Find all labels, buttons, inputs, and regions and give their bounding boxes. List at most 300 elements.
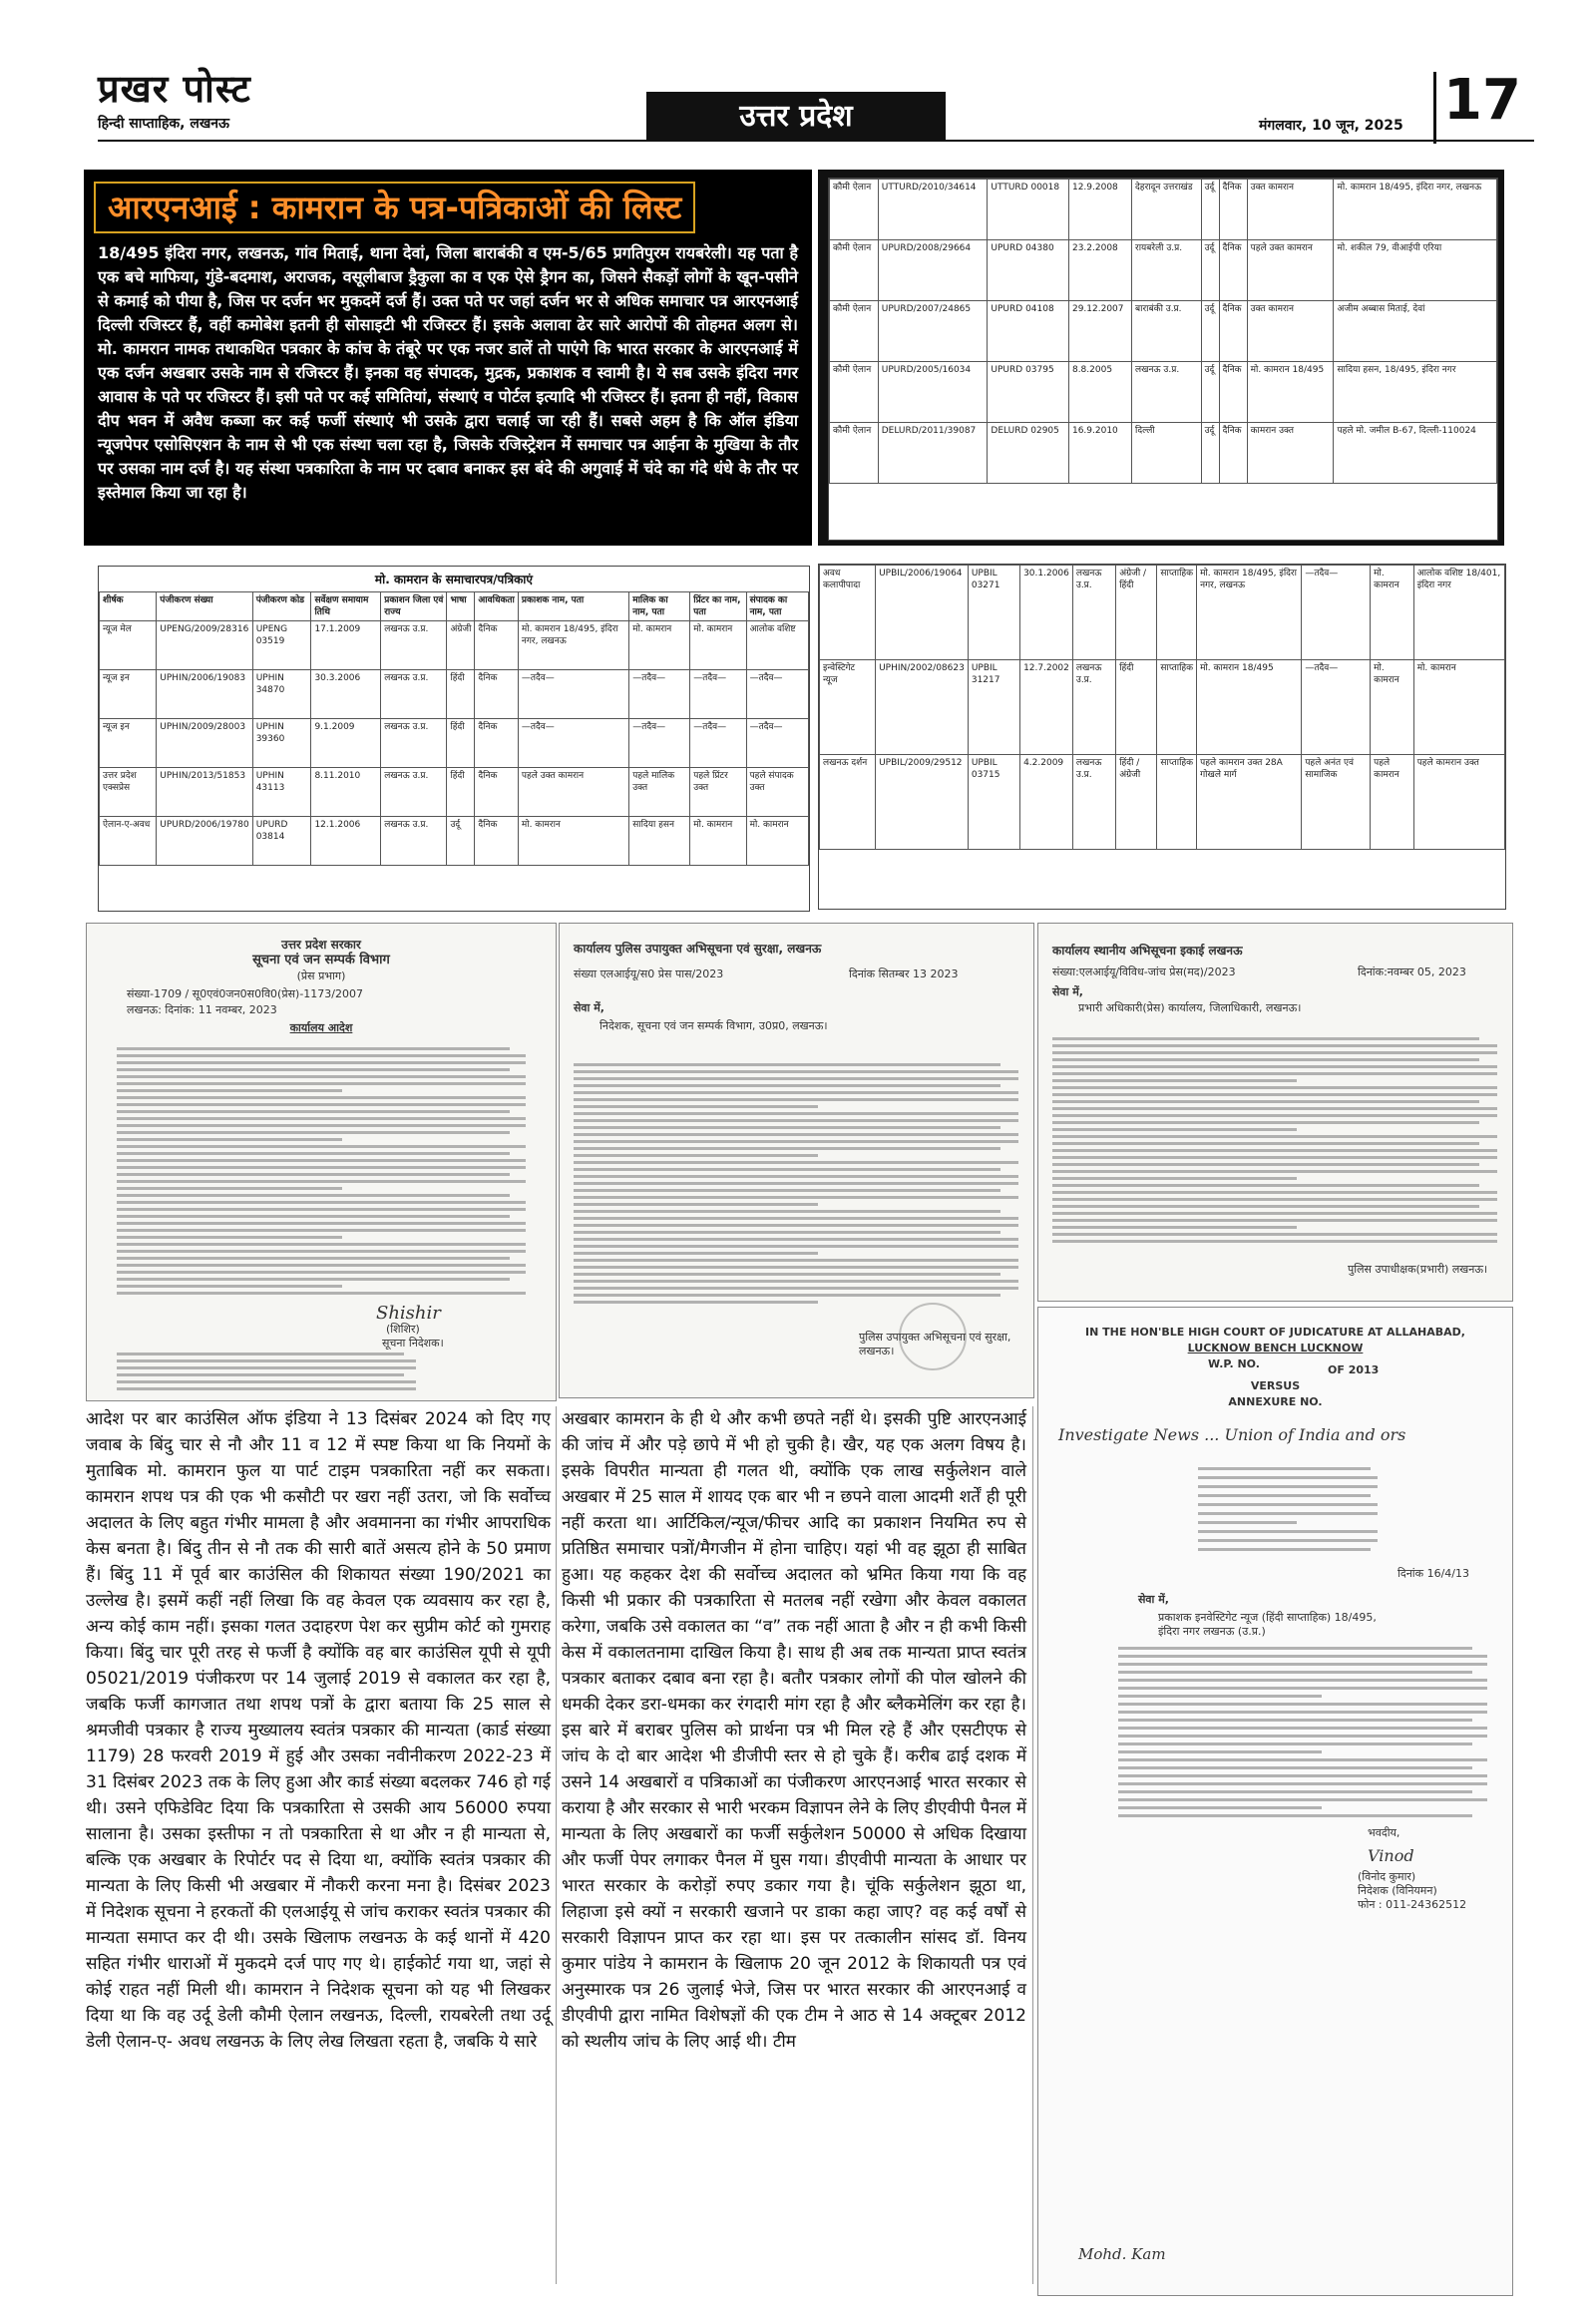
scanned-text-line: [117, 1264, 526, 1267]
scanned-text-line: [574, 1098, 1018, 1101]
scanned-text-line: [1052, 1093, 1497, 1096]
table-cell: उक्त कामरान: [1247, 301, 1334, 362]
scanned-text-line: [1052, 1205, 1479, 1208]
table-cell: मो. शकील 79, वीआईपी एरिया: [1334, 240, 1497, 301]
scanned-text-line: [117, 1250, 526, 1253]
column-header: सर्वेक्षण समायाम तिथि: [311, 592, 381, 621]
liu-letter: [1037, 923, 1513, 1302]
signatory-name: (शिशिर): [386, 1323, 420, 1336]
scanned-text-line: [574, 1245, 1018, 1248]
table-cell: उर्दू: [1201, 362, 1219, 423]
signatory-designation: पुलिस उपाधीक्षक(प्रभारी) लखनऊ।: [1348, 1263, 1488, 1276]
table-cell: लखनऊ उ.प्र.: [381, 768, 447, 817]
annexure-label: ANNEXURE NO.: [1228, 1395, 1323, 1408]
table-cell: UTTURD/2010/34614: [878, 180, 988, 240]
column-divider: [1032, 1406, 1033, 2284]
table-cell: उक्त कामरान: [1247, 180, 1334, 240]
table-cell: UPURD/2006/19780: [157, 817, 252, 866]
scanned-text-line: [117, 1166, 526, 1169]
scanned-text-line: [1052, 1149, 1497, 1152]
scanned-text-line: [574, 1119, 1018, 1122]
table-cell: दैनिक: [1219, 240, 1247, 301]
high-court-annexure: [1037, 1307, 1513, 2296]
scanned-text-line: [574, 1224, 1018, 1227]
scanned-text-line: [117, 1208, 526, 1211]
table-cell: आलोक वशिष्ट: [746, 621, 808, 670]
scanned-text-line: [574, 1287, 1018, 1290]
writ-year: OF 2013: [1328, 1363, 1380, 1376]
letter-date: दिनांक:नवम्बर 05, 2023: [1358, 966, 1466, 978]
scanned-text-line: [1198, 1485, 1378, 1488]
scanned-text-line: [1052, 1184, 1479, 1187]
signature: Shishir: [376, 1303, 441, 1324]
writ-petition-number: W.P. NO.: [1208, 1357, 1260, 1370]
table-cell: लखनऊ उ.प्र.: [1072, 755, 1115, 850]
scanned-text-line: [574, 1210, 1000, 1213]
column-header: संपादक का नाम, पता: [746, 592, 808, 621]
table-row: [100, 719, 809, 768]
table-cell: न्यूज इन: [100, 719, 157, 768]
scanned-text-line: [1052, 1086, 1497, 1089]
scanned-text-line: [574, 1259, 1018, 1262]
scanned-text-line: [574, 1147, 1000, 1150]
table-cell: पहले अनंत एवं सामाजिक: [1302, 755, 1371, 850]
table-row: [100, 817, 809, 866]
table-cell: लखनऊ उ.प्र.: [381, 719, 447, 768]
table-cell: कामरान उक्त: [1247, 423, 1334, 484]
table-cell: मो. कामरान: [518, 817, 628, 866]
scanned-text-line: [117, 1124, 526, 1127]
table-cell: उत्तर प्रदेश एक्सप्रेस: [100, 768, 157, 817]
table-cell: कौमी ऐलान: [830, 180, 879, 240]
police-letter: [559, 923, 1034, 1398]
scanned-text-line: [117, 1257, 510, 1260]
table-cell: UPHIN/2002/08623: [876, 660, 969, 755]
feature-body: 18/495 इंदिरा नगर, लखनऊ, गांव मिताई, थाना देवां, जिला बाराबंकी व एम-5/65 प्रगतिपुरम रायबरेली। यह पता है एक बचे माफिया, गुंडे-बदमाश, अराजक, वसूलीबाज ड्रैकुला का व एक ऐसे ड्रैगन का, जिसने सैकड़ों लोगों के खून-पसीने से कमाई को पीया है, जिस पर दर्जन भर मुकदमें दर्ज हैं। उक्त पते पर जहां दर्जन भर से अधिक समाचार पत्र आरएनआई दिल्ली रजिस्टर हैं, वहीं कमोबेश इतनी ही सोसाइटी भी रजिस्टर हैं। इसके अलावा ढेर सारे आरोपों की तोहमत अलग से। मो. कामरान नामक तथाकथित पत्रकार के कांच के तंबूरे पर एक नजर डालें तो पाएंगे कि भारत सरकार के आरएनआई में एक दर्जन अखबार उसके नाम से रजिस्टर हैं। इनका वह संपादक, मुद्रक, प्रकाशक व स्वामी है। ये सब उसके इंदिरा नगर आवास के पते पर रजिस्टर हैं। इसी पते पर कई समितियां, संस्थाएं व पोर्टल इत्यादि भी रजिस्टर हैं। इतना ही नहीं, विकास दीप भवन में अवैध कब्जा कर कई फर्जी संस्थाएं भी उसके द्वारा चलाई जा रही हैं। सबसे अहम है कि ऑल इंडिया न्यूजपेपर एसोसिएशन के नाम से भी एक संस्था चला रहा है, जिसके रजिस्ट्रेशन में समाचार पत्र आईना के मुखिया के तौर पर उसका नाम दर्ज है। यह संस्था पत्रकारिता के नाम पर दबाव बनाकर इस बंदे की अगुवाई में चंदे का गंदे धंधे के तौर पर इस्तेमाल किया जा रहा है।: [98, 243, 798, 502]
table-cell: मो. कामरान 18/495, इंदिरा नगर, लखनऊ: [518, 621, 628, 670]
column-header: प्रिंटर का नाम, पता: [690, 592, 746, 621]
table-cell: 23.2.2008: [1068, 240, 1131, 301]
letter-reference: संख्या:एलआईयू/विविध-जांच प्रेस(मद)/2023: [1052, 966, 1236, 978]
court-letter-date: दिनांक 16/4/13: [1397, 1567, 1469, 1580]
table-cell: साप्ताहिक: [1157, 755, 1197, 850]
table-cell: UPHIN/2009/28003: [157, 719, 252, 768]
table-cell: UPHIN 43113: [252, 768, 311, 817]
table-cell: 8.11.2010: [311, 768, 381, 817]
scanned-text-line: [1118, 1719, 1472, 1722]
scanned-text-line: [1118, 1798, 1487, 1801]
scanned-text-line: [117, 1201, 526, 1204]
table-row: [830, 240, 1497, 301]
table-cell: आलोक वशिष्ट 18/401, इंदिरा नगर: [1413, 566, 1504, 660]
scanned-text-line: [574, 1091, 1018, 1094]
table-row: [820, 660, 1505, 755]
scanned-text-line: [117, 1082, 526, 1085]
scanned-text-line: [117, 1096, 526, 1099]
table-cell: हिंदी / अंग्रेजी: [1116, 755, 1157, 850]
table-cell: पहले मो. जमील B-67, दिल्ली-110024: [1334, 423, 1497, 484]
scanned-text-line: [1052, 1191, 1497, 1194]
scanned-text-line: [574, 1238, 1018, 1241]
scanned-text-line: [1052, 1079, 1297, 1082]
article-column-2: अखबार कामरान के ही थे और कभी छपते नहीं थे। इसकी पुष्टि आरएनआई की जांच में और पड़े छापे में भी हो चुकी है। खैर, यह एक अलग विषय है। इसके विपरीत मान्यता ही गलत थी, क्योंकि एक लाख सर्कुलेशन वाले अखबार में 25 साल में शायद एक बार भी न छपने वाला आदमी शर्तें ही पूरी नहीं करता था। आर्टिकिल/न्यूज/फीचर आदि का प्रकाशन नियमित रुप से प्रतिष्ठित समाचार पत्रों/मैगजीन में होना चाहिए। यहां भी वह झूठा ही साबित हुआ। यह कहकर देश की सर्वोच्च अदालत को भ्रमित किया गया कि वह किसी भी प्रकार की पत्रकारिता से मतलब नहीं रखेगा और केवल वकालत करेगा, जबकि उसे वकालत का “व” तक नहीं आता है और न ही कभी किसी केस में वकालतनामा दाखिल किया है। साथ ही अब तक मान्यता प्राप्त स्वतंत्र पत्रकार बताकर दबाव बना रहा है। बतौर पत्रकार लोगों की पोल खोलने की धमकी देकर डरा-धमका कर रंगदारी मांग रहा है और ब्लैकमेलिंग कर रहा है। इस बारे में बराबर पुलिस को प्रार्थना पत्र भी मिल रहे हैं और एसटीएफ से जांच के दो बार आदेश भी डीजीपी स्तर से हो चुके हैं। करीब ढाई दशक में उसने 14 अखबारों व पत्रिकाओं का पंजीकरण आरएनआई भारत सरकार से कराया है और सरकार से भारी भरकम विज्ञापन लेने के लिए डीएवीपी पैनल में मान्यता के लिए अखबारों का फर्जी सर्कुलेशन 50000 से अधिक दिखाया और फर्जी पेपर लगाकर पैनल में घुस गया। डीएवीपी मान्यता के आधार पर भारत सरकार के करोड़ों रुपए डकार गया है। चूंकि सर्कुलेशन झूठा था, लिहाजा इसे क्यों न सरकारी खजाने पर डाका कहा जाए? वह कई वर्षों से सरकारी विज्ञापन प्राप्त कर रहा था। इस पर तत्कालीन सांसद डॉ. विनय कुमार पांडेय ने कामरान के खिलाफ 20 जून 2012 के शिकायती पत्र एवं अनुस्मारक पत्र 26 जुलाई भेजे, जिस पर भारत सरकार की आरएनआई व डीएवीपी द्वारा नामित विशेषज्ञों की एक टीम ने आठ से 14 अक्टूबर 2012 को स्थलीय जांच के लिए आई थी। टीम: [562, 1409, 1026, 2052]
table-row: [830, 301, 1497, 362]
table-row: [830, 362, 1497, 423]
table-cell: 12.7.2002: [1020, 660, 1073, 755]
table-cell: UPBIL 31217: [968, 660, 1019, 755]
letter-org: कार्यालय पुलिस उपायुक्त अभिसूचना एवं सुरक्षा, लखनऊ: [574, 942, 822, 956]
table-cell: लखनऊ उ.प्र.: [1072, 566, 1115, 660]
table-row: [100, 768, 809, 817]
scanned-text-line: [1118, 1711, 1487, 1714]
scanned-text-line: [117, 1117, 526, 1120]
scanned-text-line: [1198, 1530, 1378, 1533]
court-bench: LUCKNOW BENCH LUCKNOW: [1187, 1342, 1364, 1354]
scanned-text-line: [117, 1110, 510, 1113]
scanned-text-line: [117, 1138, 342, 1141]
scanned-text-line: [1118, 1735, 1487, 1738]
table-cell: न्यूज मेल: [100, 621, 157, 670]
table-cell: लखनऊ उ.प्र.: [381, 670, 447, 719]
table-cell: पहले उक्त कामरान: [1247, 240, 1334, 301]
scanned-text-line: [117, 1152, 510, 1155]
signatory-phone: फोन : 011-24362512: [1358, 1898, 1467, 1911]
scanned-text-line: [117, 1103, 526, 1106]
table-cell: साप्ताहिक: [1157, 566, 1197, 660]
table-cell: लखनऊ उ.प्र.: [381, 817, 447, 866]
column-header: पंजीकरण कोड: [252, 592, 311, 621]
column-header: मालिक का नाम, पता: [629, 592, 690, 621]
table-cell: UTTURD 00018: [988, 180, 1069, 240]
table-cell: —तदैव—: [1302, 660, 1371, 755]
scanned-text-line: [117, 1089, 342, 1092]
scanned-text-line: [117, 1359, 416, 1362]
table-cell: न्यूज इन: [100, 670, 157, 719]
table-cell: लखनऊ उ.प्र.: [381, 621, 447, 670]
table-cell: UPURD/2007/24865: [878, 301, 988, 362]
issue-date: मंगलवार, 10 जून, 2025: [1259, 118, 1403, 134]
scanned-text-line: [1118, 1814, 1472, 1817]
scanned-text-line: [117, 1194, 510, 1197]
letter-reference: संख्या-1709 / सू0एवं0जन0स0वि0(प्रेस)-1173/2007: [127, 987, 363, 1000]
table-cell: 17.1.2009: [311, 621, 381, 670]
handwritten-signature: Mohd. Kam: [1078, 2245, 1166, 2263]
scanned-text-line: [574, 1217, 1018, 1220]
table-cell: UPURD/2005/16034: [878, 362, 988, 423]
table-cell: 12.1.2006: [311, 817, 381, 866]
scanned-text-line: [574, 1154, 818, 1157]
scanned-text-line: [117, 1075, 526, 1078]
article-column-1: आदेश पर बार काउंसिल ऑफ इंडिया ने 13 दिसंबर 2024 को दिए गए जवाब के बिंदु चार से नौ और 11 व 12 में स्पष्ट किया था कि नियमों के मुताबिक मो. कामरान फुल या पार्ट टाइम पत्रकारिता नहीं कर सकता। कामरान शपथ पत्र की एक भी कसौटी पर खरा नहीं उतरा, जो कि सर्वोच्च अदालत के लिए बहुत गंभीर मामला है और अवमानना का गंभीर आपराधिक केस बनता है। बिंदु तीन से नौ तक की सारी बातें असत्य होने के 50 प्रमाण हैं। बिंदु 11 में पूर्व बार काउंसिल की शिकायत संख्या 190/2021 का उल्लेख है। इसमें कहीं नहीं लिखा कि वह केवल एक व्यवसाय कर रहा है, अन्य कोई काम नहीं। इसका गलत उदाहरण पेश कर सुप्रीम कोर्ट को गुमराह किया। बिंदु चार पूरी तरह से फर्जी है क्योंकि वह बार काउंसिल यूपी से यूपी 05021/2019 पंजीकरण पर 14 जुलाई 2019 से वकालत कर रहा है, जबकि फर्जी कागजात तथा शपथ पत्रों के द्वारा बताया कि 25 साल से श्रमजीवी पत्रकार है राज्य मुख्यालय स्वतंत्र पत्रकार की मान्यता (कार्ड संख्या 1179) 28 फरवरी 2019 में हुई और उसका नवीनीकरण 2022-23 में 31 दिसंबर 2023 तक के लिए हुआ और कार्ड संख्या बदलकर 746 हो गई थी। उसने एफिडेविट दिया कि पत्रकारिता से उसकी आय 56000 रुपया सालाना है। उसका इस्तीफा न तो पत्रकारिता से था और न ही मान्यता से, बल्कि एक अखबार के रिपोर्टर पद से दिया था, क्योंकि स्वतंत्र पत्रकार की मान्यता के लिए किसी भी अखबार में नौकरी करना मना है। दिसंबर 2023 में निदेशक सूचना ने हरकतों की एलआईयू से जांच कराकर स्वतंत्र पत्रकार की मान्यता समाप्त कर दी थी। उसके खिलाफ लखनऊ के कई थानों में 420 सहित गंभीर धाराओं में मुकदमे दर्ज पाए गए थे। हाईकोर्ट गया था, जहां से कोई राहत नहीं मिली थी। कामरान ने निदेशक सूचना को यह भी लिखकर दिया था कि वह उर्दू डेली कौमी ऐलान लखनऊ, दिल्ली, रायबरेली तथा उर्दू डेली ऐलान-ए- अवध लखनऊ के लिए लेख लिखता रहता है, जबकि ये सारे: [86, 1409, 551, 2052]
table-cell: UPURD 03795: [988, 362, 1069, 423]
scanned-text-line: [1052, 1037, 1479, 1040]
newspaper-subtitle: हिन्दी साप्ताहिक, लखनऊ: [98, 116, 230, 132]
scanned-text-line: [117, 1366, 416, 1369]
scanned-text-line: [574, 1294, 1000, 1297]
table-cell: मो. कामरान: [746, 817, 808, 866]
scanned-text-line: [1052, 1198, 1497, 1201]
letter-salutation: सेवा में,: [1052, 985, 1083, 998]
scanned-text-line: [574, 1175, 1018, 1178]
table-cell: UPBIL/2009/29512: [876, 755, 969, 850]
scanned-text-line: [1052, 1212, 1497, 1215]
letter-reference: संख्या एलआईयू/स0 प्रेस पास/2023: [574, 967, 724, 980]
scanned-text-line: [574, 1182, 1018, 1185]
scanned-text-line: [117, 1068, 510, 1071]
rni-document-top: [828, 178, 1498, 541]
scanned-text-line: [574, 1280, 1018, 1283]
scanned-text-line: [574, 1231, 1000, 1234]
table-cell: दैनिक: [475, 719, 518, 768]
table-cell: —तदैव—: [629, 670, 690, 719]
scanned-text-line: [574, 1266, 1018, 1269]
scanned-text-line: [1118, 1679, 1487, 1682]
table-cell: UPBIL/2006/19064: [876, 566, 969, 660]
table-cell: कौमी ऐलान: [830, 423, 879, 484]
table-cell: —तदैव—: [690, 670, 746, 719]
table-cell: दिल्ली: [1132, 423, 1202, 484]
signature: Vinod: [1368, 1846, 1414, 1865]
table-cell: पहले कामरान उक्त: [1413, 755, 1504, 850]
scanned-text-line: [117, 1047, 510, 1050]
table-cell: उर्दू: [1201, 180, 1219, 240]
scanned-text-line: [1052, 1051, 1497, 1054]
scanned-text-line: [1052, 1177, 1297, 1180]
table-cell: UPHIN/2013/51853: [157, 768, 252, 817]
scanned-text-line: [574, 1133, 1018, 1136]
letter-salutation: सेवा में,: [1138, 1593, 1169, 1606]
newspaper-list-table-2: [819, 565, 1505, 850]
scanned-text-line: [117, 1271, 526, 1274]
scanned-text-line: [117, 1380, 416, 1383]
letter-title: कार्यालय आदेश: [289, 1021, 353, 1034]
table-cell: ऐलान-ए-अवध: [100, 817, 157, 866]
newspaper-list-document-2: [818, 564, 1506, 910]
scanned-text-line: [117, 1278, 510, 1281]
scanned-text-line: [1118, 1671, 1472, 1674]
letter-subdept: (प्रेस प्रभाग): [296, 969, 346, 982]
table-cell: हिंदी: [447, 768, 475, 817]
scanned-text-line: [1118, 1774, 1487, 1777]
table-cell: साप्ताहिक: [1157, 660, 1197, 755]
scanned-text-line: [1052, 1107, 1497, 1110]
scanned-text-line: [1052, 1240, 1497, 1243]
table-cell: हिंदी: [447, 670, 475, 719]
letter-recipient: प्रभारी अधिकारी(प्रेस) कार्यालय, जिलाधिकारी, लखनऊ।: [1078, 1001, 1302, 1014]
table-cell: मो. कामरान: [1413, 660, 1504, 755]
court-heading: IN THE HON'BLE HIGH COURT OF JUDICATURE AT ALLAHABAD,: [1085, 1326, 1465, 1339]
table-cell: सादिया हसन, 18/495, इंदिरा नगर: [1334, 362, 1497, 423]
table-cell: —तदैव—: [518, 719, 628, 768]
scanned-text-line: [1118, 1782, 1487, 1785]
scanned-text-line: [1118, 1766, 1472, 1769]
column-header: शीर्षक: [100, 592, 157, 621]
scanned-text-line: [117, 1236, 342, 1239]
table-cell: 16.9.2010: [1068, 423, 1131, 484]
scanned-text-line: [574, 1112, 1018, 1115]
table-cell: पहले संपादक उक्त: [746, 768, 808, 817]
table-cell: UPHIN 39360: [252, 719, 311, 768]
table-cell: मो. कामरान: [1371, 566, 1414, 660]
table-cell: अजीम अब्बास मिताई, देवां: [1334, 301, 1497, 362]
table-cell: मो. कामरान: [690, 817, 746, 866]
scanned-text-line: [1118, 1742, 1472, 1745]
table-cell: 30.1.2006: [1020, 566, 1073, 660]
newspaper-list-document: [98, 566, 810, 912]
scanned-text-line: [1118, 1695, 1322, 1698]
table-cell: कौमी ऐलान: [830, 240, 879, 301]
table-cell: मो. कामरान: [1371, 660, 1414, 755]
scanned-text-line: [117, 1145, 526, 1148]
scanned-text-line: [1052, 1072, 1497, 1075]
scanned-text-line: [117, 1222, 526, 1225]
table-cell: DELURD/2011/39087: [878, 423, 988, 484]
letter-dept: सूचना एवं जन सम्पर्क विभाग: [252, 953, 390, 967]
table-cell: —तदैव—: [629, 719, 690, 768]
scanned-text-line: [1052, 1044, 1497, 1047]
scanned-text-line: [1198, 1512, 1378, 1515]
scanned-text-line: [117, 1292, 526, 1295]
feature-block: [84, 170, 812, 546]
table-cell: दैनिक: [1219, 362, 1247, 423]
table-cell: हिंदी: [1116, 660, 1157, 755]
table-cell: मो. कामरान: [629, 621, 690, 670]
table-row: [830, 180, 1497, 240]
table-cell: कौमी ऐलान: [830, 362, 879, 423]
scanned-text-line: [574, 1105, 818, 1108]
scanned-text-line: [1052, 1219, 1497, 1222]
table-cell: लखनऊ उ.प्र.: [1132, 362, 1202, 423]
table-cell: 4.2.2009: [1020, 755, 1073, 850]
column-header: प्रकाशन जिला एवं राज्य: [381, 592, 447, 621]
scanned-text-line: [117, 1054, 526, 1057]
feature-headline: आरएनआई : कामरान के पत्र-पत्रिकाओं की लिस्ट: [94, 182, 695, 233]
table-cell: अंग्रेजी: [447, 621, 475, 670]
table-cell: UPBIL 03715: [968, 755, 1019, 850]
handwritten-parties: Investigate News ... Union of India and ors: [1058, 1425, 1406, 1444]
scanned-text-line: [1052, 1100, 1479, 1103]
scanned-text-line: [574, 1077, 1018, 1080]
scanned-text-line: [1052, 1128, 1297, 1131]
table-cell: मो. कामरान 18/495: [1247, 362, 1334, 423]
scanned-text-line: [1198, 1503, 1378, 1506]
table-cell: पहले मालिक उक्त: [629, 768, 690, 817]
scanned-text-line: [117, 1229, 526, 1232]
column-header: भाषा: [447, 592, 475, 621]
signatory-designation: निदेशक (विनियमन): [1358, 1884, 1437, 1897]
letter-date: दिनांक सितम्बर 13 2023: [849, 967, 959, 980]
table-cell: —तदैव—: [1302, 566, 1371, 660]
signatory-designation: पुलिस उपायुक्त अभिसूचना एवं सुरक्षा, लखनऊ।: [859, 1331, 1011, 1357]
table-cell: पहले प्रिंटर उक्त: [690, 768, 746, 817]
scanned-text-line: [1052, 1135, 1497, 1138]
scanned-text-line: [574, 1196, 1018, 1199]
newspaper-title: प्रखर पोस्ट: [98, 66, 251, 111]
table-row: [100, 670, 809, 719]
scanned-text-line: [574, 1252, 818, 1255]
scanned-text-line: [1198, 1521, 1297, 1524]
rni-table-top: [829, 179, 1497, 484]
letter-salutation: सेवा में,: [574, 1001, 604, 1014]
table-cell: 9.1.2009: [311, 719, 381, 768]
table-cell: पहले उक्त कामरान: [518, 768, 628, 817]
scanned-text-line: [1052, 1065, 1497, 1068]
table-cell: —तदैव—: [746, 670, 808, 719]
page-number: 17: [1443, 68, 1521, 133]
table-cell: कौमी ऐलान: [830, 301, 879, 362]
scanned-text-line: [1118, 1727, 1487, 1730]
table-cell: मो. कामरान: [690, 621, 746, 670]
table-cell: मो. कामरान 18/495: [1197, 660, 1302, 755]
scanned-text-line: [1052, 1233, 1497, 1236]
scanned-text-line: [1052, 1170, 1497, 1173]
scanned-text-line: [574, 1063, 1000, 1066]
table-cell: 12.9.2008: [1068, 180, 1131, 240]
scanned-text-line: [1118, 1703, 1487, 1706]
column-header: पंजीकरण संख्या: [157, 592, 252, 621]
table-cell: अवध कलापीपादा: [820, 566, 876, 660]
table-row: [820, 566, 1505, 660]
table-cell: अंग्रेजी / हिंदी: [1116, 566, 1157, 660]
letter-recipient: प्रकाशक इनवेस्टिगेट न्यूज (हिंदी साप्ताहिक) 18/495, इंदिरा नगर लखनऊ (उ.प्र.): [1158, 1611, 1377, 1638]
table-cell: UPENG/2009/28316: [157, 621, 252, 670]
table-cell: लखनऊ उ.प्र.: [1072, 660, 1115, 755]
scanned-text-line: [1198, 1467, 1371, 1470]
scanned-text-line: [1052, 1156, 1497, 1159]
letter-org: कार्यालय स्थानीय अभिसूचना इकाई लखनऊ: [1052, 944, 1243, 958]
scanned-text-line: [574, 1189, 1000, 1192]
letter-org: उत्तर प्रदेश सरकार: [281, 938, 361, 952]
signatory-name: (विनोद कुमार): [1358, 1870, 1416, 1883]
scanned-text-line: [1118, 1806, 1322, 1809]
letter-recipient: निदेशक, सूचना एवं जन सम्पर्क विभाग, उ0प्र0, लखनऊ।: [599, 1019, 828, 1032]
table-cell: दैनिक: [1219, 423, 1247, 484]
table-cell: 8.8.2005: [1068, 362, 1131, 423]
table-cell: दैनिक: [1219, 180, 1247, 240]
masthead-rule: [98, 140, 1534, 142]
column-header: आवधिकता: [475, 592, 518, 621]
scanned-text-line: [117, 1353, 404, 1355]
column-divider: [556, 1406, 557, 2284]
table-row: [100, 621, 809, 670]
table-cell: —तदैव—: [746, 719, 808, 768]
scanned-text-line: [1118, 1647, 1472, 1650]
scanned-text-line: [574, 1070, 1018, 1073]
table-cell: इन्वेस्टिगेट न्यूज: [820, 660, 876, 755]
scanned-text-line: [117, 1159, 526, 1162]
scanned-text-line: [117, 1061, 526, 1064]
scanned-text-line: [574, 1273, 1000, 1276]
scanned-text-line: [1118, 1663, 1487, 1666]
scanned-text-line: [1118, 1687, 1487, 1690]
scanned-text-line: [574, 1168, 1000, 1171]
letter-date: लखनऊ: दिनांक: 11 नवम्बर, 2023: [127, 1003, 277, 1016]
scanned-text-line: [1052, 1114, 1497, 1117]
table-cell: हिंदी: [447, 719, 475, 768]
masthead-divider: [1433, 72, 1436, 144]
document-heading: मो. कामरान के समाचारपत्र/पत्रिकाएं: [374, 573, 534, 586]
table-cell: दैनिक: [1219, 301, 1247, 362]
table-cell: सादिया हसन: [629, 817, 690, 866]
table-cell: उर्दू: [1201, 423, 1219, 484]
scanned-text-line: [117, 1373, 404, 1376]
table-cell: UPURD/2008/29664: [878, 240, 988, 301]
section-label: उत्तर प्रदेश: [646, 92, 946, 142]
table-cell: —तदैव—: [518, 670, 628, 719]
scanned-text-line: [1198, 1476, 1378, 1479]
table-cell: पहले कामरान: [1371, 755, 1414, 850]
scanned-text-line: [574, 1161, 1018, 1164]
